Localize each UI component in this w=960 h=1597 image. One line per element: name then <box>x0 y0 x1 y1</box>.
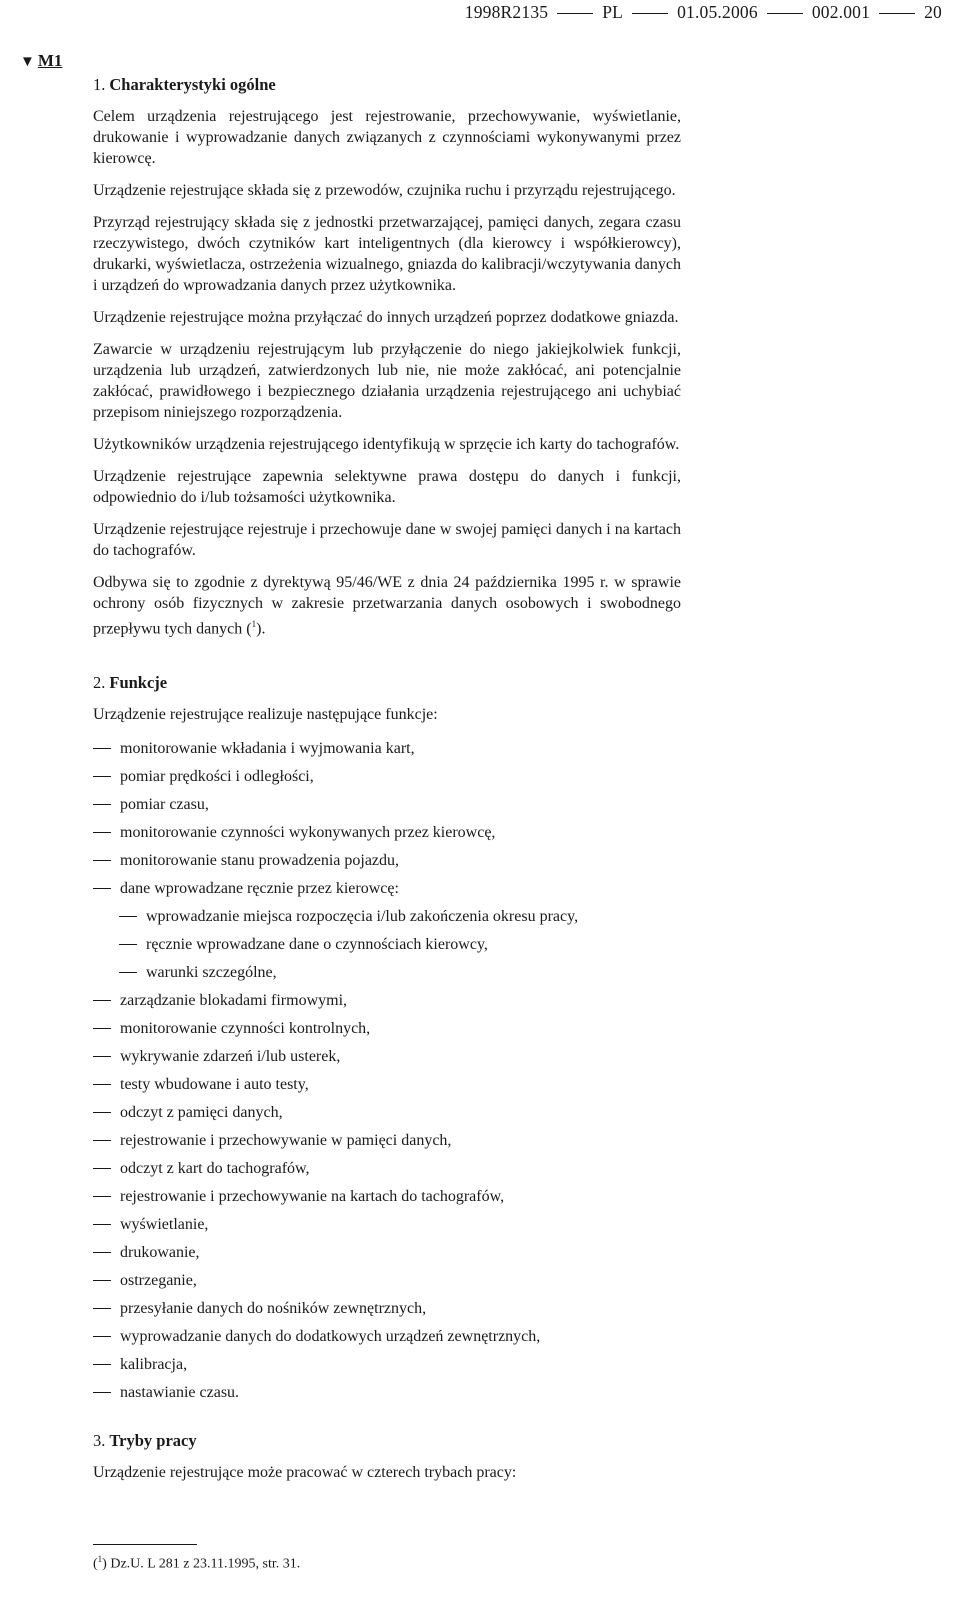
dash-bullet <box>93 888 111 889</box>
list-item <box>93 1074 681 1102</box>
sub-list-item <box>93 934 681 962</box>
list-item <box>93 1298 681 1326</box>
footnote-separator <box>93 1544 197 1545</box>
dash-bullet <box>93 1000 111 1001</box>
list-item <box>93 1326 681 1354</box>
doc-date: 01.05.2006 <box>677 2 758 22</box>
triangle-down-icon: ▼ <box>20 54 35 70</box>
list-item <box>93 1158 681 1186</box>
paragraph: Urządzenie rejestrujące zapewnia selektywne prawa dostępu do danych i funkcji, odpowiednio do i/lub tożsamości użytkownika. <box>93 468 681 506</box>
footnote-text: Dz.U. L 281 z 23.11.1995, str. 31. <box>110 1556 301 1572</box>
section-number: 2. <box>93 673 106 693</box>
list-item-text: monitorowanie stanu prowadzenia pojazdu, <box>120 852 400 870</box>
paragraph-text-end: ). <box>256 620 266 638</box>
paragraph: Użytkowników urządzenia rejestrującego identyfikują w sprzęcie ich karty do tachografów. <box>93 436 680 453</box>
list-item <box>93 794 681 822</box>
header-dash <box>879 13 915 14</box>
list-item-text: wprowadzanie miejsca rozpoczęcia i/lub zakończenia okresu pracy, <box>146 908 579 926</box>
dash-bullet <box>93 1252 111 1253</box>
dash-bullet <box>93 1392 111 1393</box>
list-item <box>93 1242 681 1270</box>
dash-bullet <box>119 916 137 917</box>
list-item <box>93 850 681 878</box>
header-dash <box>557 13 593 14</box>
dash-bullet <box>93 1364 111 1365</box>
header-dash <box>767 13 803 14</box>
list-item-text: wyświetlanie, <box>120 1216 209 1234</box>
sub-list-item <box>93 906 681 934</box>
dash-bullet <box>93 1084 111 1085</box>
section-1-paragraphs <box>93 106 681 561</box>
list-item <box>93 1046 681 1074</box>
list-item-text: rejestrowanie i przechowywanie na kartach do tachografów, <box>120 1188 505 1206</box>
list-item-text: warunki szczególne, <box>146 964 277 982</box>
list-item-text: ręcznie wprowadzane dane o czynnościach kierowcy, <box>146 936 488 954</box>
list-item-text: monitorowanie czynności wykonywanych przez kierowcę, <box>120 824 496 842</box>
section-heading-1 <box>93 74 681 95</box>
list-item <box>93 1214 681 1242</box>
list-item-text: odczyt z pamięci danych, <box>120 1104 283 1122</box>
list-item <box>93 1130 681 1158</box>
paragraph: Urządzenie rejestrujące składa się z przewodów, czujnika ruchu i przyrządu rejestrującego. <box>93 182 676 199</box>
dash-bullet <box>93 1140 111 1141</box>
list-item <box>93 990 681 1018</box>
paragraph: Urządzenie rejestrujące rejestruje i przechowuje dane w swojej pamięci danych i na kartach do tachografów. <box>93 521 681 559</box>
list-item-text: rejestrowanie i przechowywanie w pamięci danych, <box>120 1132 452 1150</box>
list-item-text: ostrzeganie, <box>120 1272 197 1290</box>
section-title: Funkcje <box>109 673 168 693</box>
footnote-number: 1 <box>97 1554 103 1564</box>
dash-bullet <box>93 1112 111 1113</box>
paragraph-text: Odbywa się to zgodnie z dyrektywą 95/46/WE z dnia 24 października 1995 r. w sprawie ochrony osób fizycznych w zakresie przetwarzania danych osobowych i swobodnego przepływu tych danych ( <box>93 574 681 638</box>
page-number: 20 <box>924 2 942 22</box>
dash-bullet <box>93 1168 111 1169</box>
paragraph: Urządzenie rejestrujące można przyłączać do innych urządzeń poprzez dodatkowe gniazda. <box>93 309 679 326</box>
list-item-text: monitorowanie czynności kontrolnych, <box>120 1020 371 1038</box>
footnote-ref: 1 <box>251 619 257 629</box>
section-intro: Urządzenie rejestrujące może pracować w czterech trybach pracy: <box>93 1464 517 1482</box>
dash-bullet <box>93 1336 111 1337</box>
document-body <box>93 74 681 1494</box>
list-item <box>93 1186 681 1214</box>
dash-bullet <box>93 1308 111 1309</box>
dash-bullet <box>93 1224 111 1225</box>
sub-list-item <box>93 962 681 990</box>
dash-bullet <box>93 804 111 805</box>
list-item-text: nastawianie czasu. <box>120 1384 240 1402</box>
paragraph: Zawarcie w urządzeniu rejestrującym lub przyłączenie do niego jakiejkolwiek funkcji, urządzenia lub urządzeń, zatwierdzonych lub nie, nie może zakłócać, ani potencjalnie zakłócać, prawidłowego i bezpiecznego działania urządzenia rejestrującego ani uchybiać przepisom niniejszego rozporządzenia. <box>93 341 681 421</box>
list-item-text: drukowanie, <box>120 1244 200 1262</box>
list-item <box>93 1382 681 1410</box>
section-heading-2 <box>93 672 681 693</box>
footnote: ($^1$) Dz.U. L 281 z 23.11.1995, str. 31. <box>93 1554 301 1572</box>
list-item <box>93 1354 681 1382</box>
list-item-text: monitorowanie wkładania i wyjmowania kart, <box>120 740 415 758</box>
list-item-text: wykrywanie zdarzeń i/lub usterek, <box>120 1048 341 1066</box>
section-title: Charakterystyki ogólne <box>109 75 276 94</box>
list-item-text: zarządzanie blokadami firmowymi, <box>120 992 348 1010</box>
list-item <box>93 766 681 794</box>
amendment-marker <box>20 50 62 73</box>
section-heading-3 <box>93 1430 681 1451</box>
functions-list <box>93 738 681 1410</box>
list-item <box>93 1102 681 1130</box>
list-item-text: przesyłanie danych do nośników zewnętrznych, <box>120 1300 427 1318</box>
paragraph: Celem urządzenia rejestrującego jest rejestrowanie, przechowywanie, wyświetlanie, drukowanie i wyprowadzanie danych związanych z czynnościami wykonywanymi przez kierowcę. <box>93 108 681 167</box>
dash-bullet <box>93 748 111 749</box>
page-header <box>465 2 942 23</box>
section-title: Tryby pracy <box>109 1431 197 1451</box>
dash-bullet <box>93 1028 111 1029</box>
doc-id: 1998R2135 <box>464 2 549 22</box>
list-item <box>93 738 681 766</box>
dash-bullet <box>93 1196 111 1197</box>
list-item <box>93 878 681 906</box>
dash-bullet <box>119 944 137 945</box>
section-number: 1. <box>93 75 106 94</box>
header-dash <box>632 13 668 14</box>
doc-version: 002.001 <box>811 2 871 22</box>
list-item-text: kalibracja, <box>120 1356 188 1374</box>
list-item-text: odczyt z kart do tachografów, <box>120 1160 310 1178</box>
list-item-text: pomiar prędkości i odległości, <box>120 768 314 786</box>
paragraph-data-protection <box>93 572 681 639</box>
list-item-text: wyprowadzanie danych do dodatkowych urządzeń zewnętrznych, <box>120 1328 541 1346</box>
list-item-text: dane wprowadzane ręcznie przez kierowcę: <box>120 880 399 898</box>
list-item <box>93 1018 681 1046</box>
dash-bullet <box>93 860 111 861</box>
list-item <box>93 822 681 850</box>
dash-bullet <box>93 776 111 777</box>
doc-lang: PL <box>602 2 624 22</box>
amendment-code: M1 <box>37 51 63 70</box>
list-item <box>93 1270 681 1298</box>
dash-bullet <box>119 972 137 973</box>
paragraph: Przyrząd rejestrujący składa się z jednostki przetwarzającej, pamięci danych, zegara czasu rzeczywistego, dwóch czytników kart inteligentnych (dla kierowcy i współkierowcy), drukarki, wyświetlacza, ostrzeżenia wizualnego, gniazda do kalibracji/wczytywania danych i urządzeń do wprowadzania danych przez użytkownika. <box>93 214 681 294</box>
dash-bullet <box>93 832 111 833</box>
list-item-text: testy wbudowane i auto testy, <box>120 1076 309 1094</box>
section-intro: Urządzenie rejestrujące realizuje następujące funkcje: <box>93 706 438 724</box>
dash-bullet <box>93 1056 111 1057</box>
dash-bullet <box>93 1280 111 1281</box>
list-item-text: pomiar czasu, <box>120 796 209 814</box>
section-number: 3. <box>93 1431 106 1451</box>
